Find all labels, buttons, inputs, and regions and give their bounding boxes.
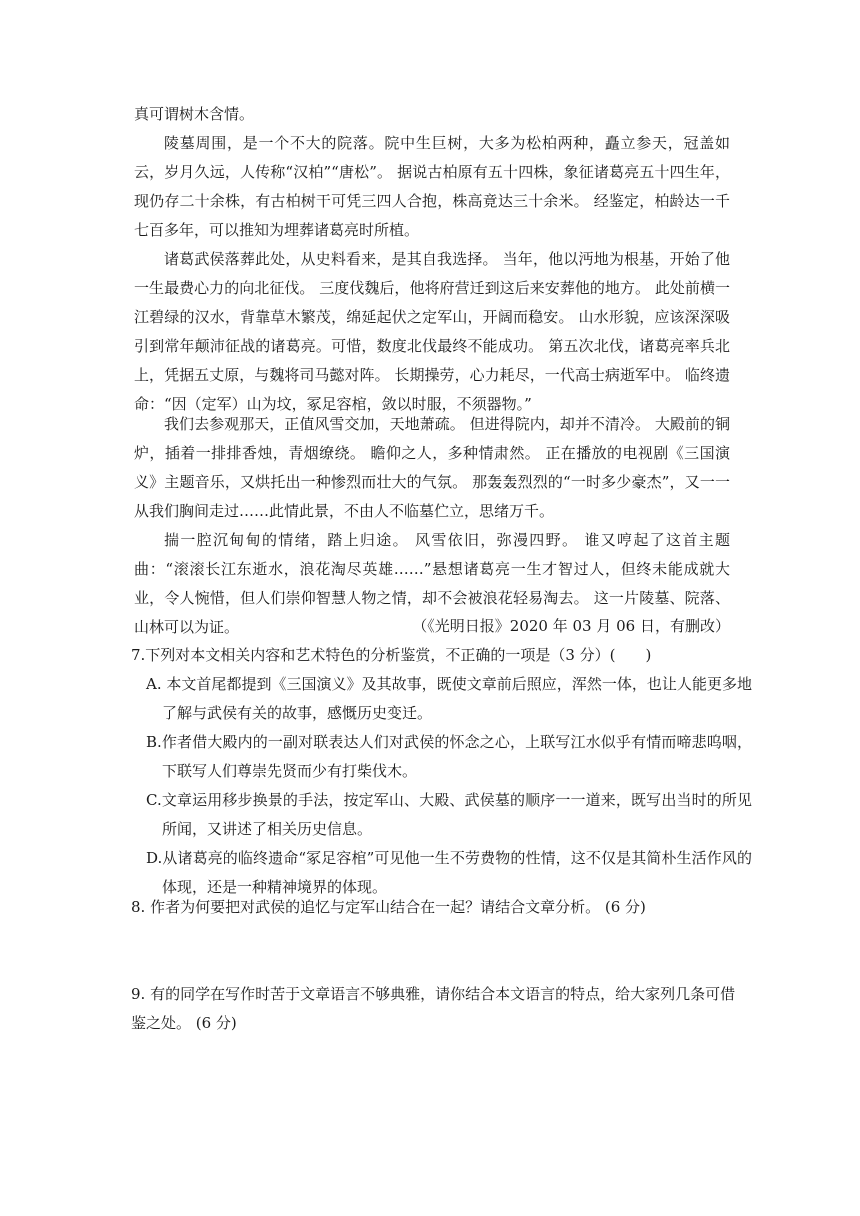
question-7-option-d: D.从诸葛亮的临终遗命“冢足容棺”可见他一生不劳费物的性情，这不仅是其简朴生活作风的体现，还是一种精神境界的体现。 (146, 849, 752, 896)
question-7-stem: 7.下列对本文相关内容和艺术特色的分析鉴赏，不正确的一项是（3 分）( ) (131, 646, 652, 664)
passage-paragraph-0: 真可谓树木含情。 (134, 105, 255, 123)
passage-paragraph-4: 揣一腔沉甸甸的情绪，踏上归途。 风雪依旧，弥漫四野。 谁又哼起了这首主题曲：“滚滚长江东逝水，浪花淘尽英雄……”悬想诸葛亮一生才智过人，但终未能成就大业，令人惋惜，但人们崇仰智慧人物之情，却不会被浪花轻易淘去。 这一片陵墓、院落、山林可以为证。 (134, 531, 730, 636)
question-7-option-c: C.文章运用移步换景的手法，按定军山、大殿、武侯墓的顺序一一道来，既写出当时的所见所闻，又讲述了相关历史信息。 (146, 791, 752, 838)
passage-paragraph-1: 陵墓周围，是一个不大的院落。院中生巨树，大多为松柏两种，矗立参天，冠盖如云，岁月久远，人传称“汉柏”“唐松”。 据说古柏原有五十四株，象征诸葛亮五十四生年，现仍存二十余株，有古柏树干可凭三四人合抱，株高竟达三十余米。 经鉴定，柏龄达一千七百多年，可以推知为埋葬诸葛亮时所植。 (134, 134, 730, 239)
question-8: 8. 作者为何要把对武侯的追忆与定军山结合在一起？请结合文章分析。 (6 分) (131, 898, 646, 916)
passage-source: （《光明日报》2020 年 03 月 06 日，有删改） (412, 617, 730, 635)
question-7-option-b: B.作者借大殿内的一副对联表达人们对武侯的怀念之心，上联写江水似乎有情而啼悲呜咽，下联写人们尊崇先贤而少有打柴伐木。 (146, 733, 752, 780)
question-9: 9. 有的同学在写作时苦于文章语言不够典雅，请你结合本文语言的特点，给大家列几条可借鉴之处。 (6 分) (131, 985, 736, 1032)
passage-paragraph-2: 诸葛武侯落葬此处，从史料看来，是其自我选择。 当年，他以沔地为根基，开始了他一生最费心力的向北征伐。 三度伐魏后，他将府营迁到这后来安葬他的地方。 此处前横一江碧绿的汉水，背靠草木繁茂，绵延起伏之定军山，开阔而稳安。 山水形貌，应该深深吸引到常年颠沛征战的诸葛亮。可惜，数度北伐最终不能成功。 第五次北伐，诸葛亮率兵北上，凭据五丈原，与魏将司马懿对阵。 长期操劳，心力耗尽，一代高士病逝军中。 临终遗命：“因（定军）山为坟，冢足容棺，敛以时服，不须器物。” (134, 250, 730, 413)
passage-paragraph-3: 我们去参观那天，正值风雪交加，天地萧疏。 但进得院内，却并不清冷。 大殿前的铜炉，插着一排排香烛，青烟缭绕。 瞻仰之人，多种情肃然。 正在播放的电视剧《三国演义》主题音乐，又烘托出一种惨烈而壮大的气氛。 那轰轰烈烈的“一时多少豪杰”，又一一从我们胸间走过……此情此景，不由人不临墓伫立，思绪万千。 (134, 415, 730, 520)
question-7-option-a: A. 本文首尾都提到《三国演义》及其故事，既使文章前后照应，浑然一体，也让人能更多地了解与武侯有关的故事，感慨历史变迁。 (146, 675, 752, 722)
